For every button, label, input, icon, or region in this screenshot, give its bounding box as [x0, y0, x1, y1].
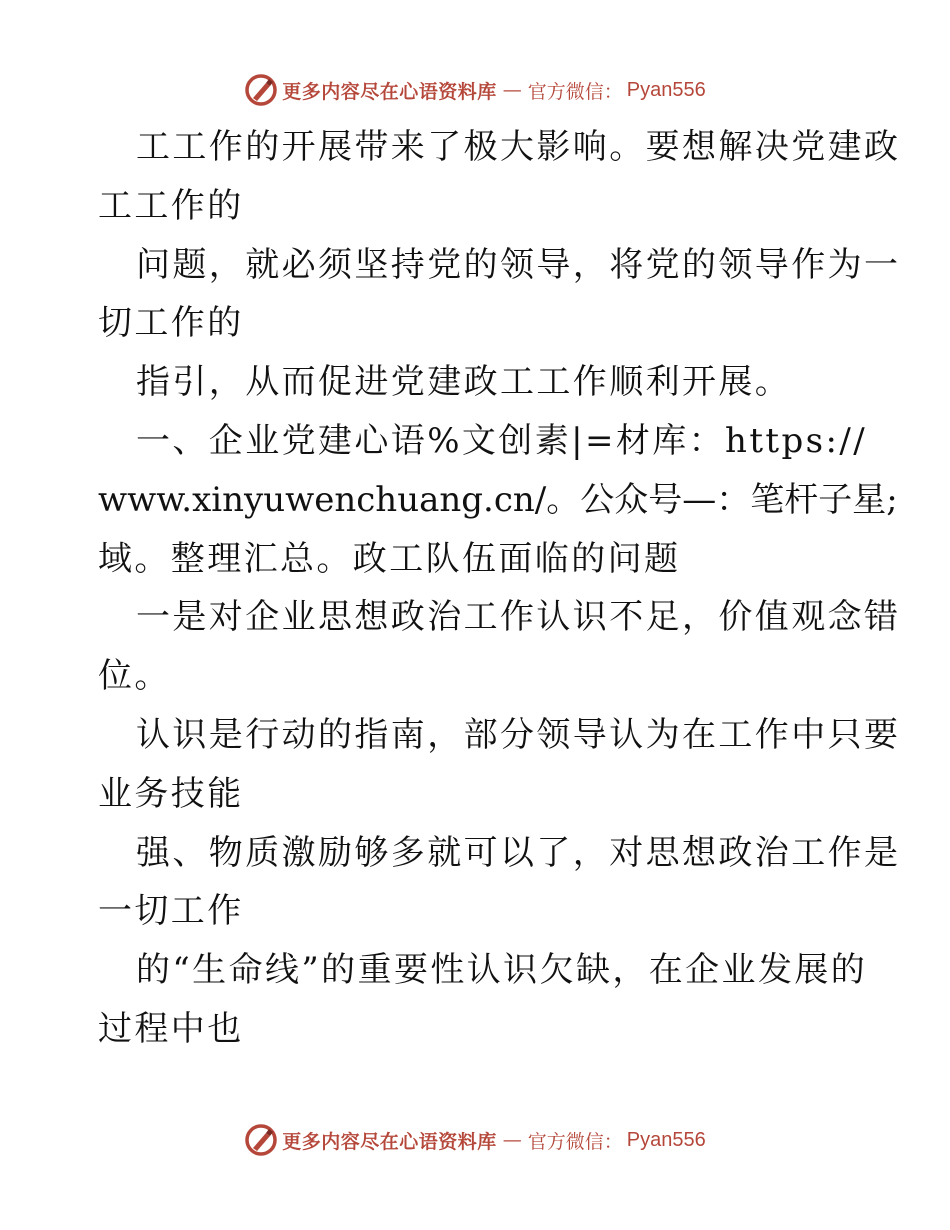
banner-wechat-label: 官方微信： — [527, 80, 623, 103]
text-line: 一切工作 — [98, 891, 244, 932]
text-line: 工工作的 — [98, 185, 244, 226]
text-line: www.xinyuwenchuang.cn/。公众号—：笔杆子星; — [98, 479, 898, 520]
text-line: 问题，就必须坚持党的领导，将党的领导作为一 — [136, 244, 901, 285]
text-line: 强、物质激励够多就可以了，对思想政治工作是 — [136, 832, 901, 873]
banner-title: 更多内容尽在心语资料库 — [282, 1130, 497, 1153]
text-line: 切工作的 — [98, 303, 244, 344]
text-line: 域。整理汇总。政工队伍面临的问题 — [98, 538, 681, 579]
text-line: 过程中也 — [98, 1008, 244, 1049]
text-line: 一、企业党建心语%文创素|=材库：https:// — [136, 420, 868, 461]
pen-circle-logo-icon — [244, 73, 278, 107]
document-body — [98, 118, 901, 1059]
text-line: 一是对企业思想政治工作认识不足，价值观念错 — [136, 597, 901, 638]
text-line: 指引，从而促进党建政工工作顺利开展。 — [136, 362, 792, 403]
text-line: 认识是行动的指南，部分领导认为在工作中只要 — [136, 714, 901, 755]
banner-wechat-id: Pyan556 — [626, 78, 706, 101]
banner-dash: — — [502, 1129, 522, 1151]
banner-wechat-id: Pyan556 — [626, 1128, 706, 1151]
text-line: 位。 — [98, 656, 171, 697]
pen-circle-logo-icon — [244, 1123, 278, 1157]
banner-title: 更多内容尽在心语资料库 — [282, 80, 497, 103]
text-line: 的“生命线”的重要性认识欠缺，在企业发展的 — [136, 950, 868, 991]
banner-dash: — — [502, 79, 522, 101]
footer-banner — [0, 1120, 950, 1160]
banner-wechat-label: 官方微信： — [527, 1130, 623, 1153]
header-banner — [0, 70, 950, 110]
text-line: 工工作的开展带来了极大影响。要想解决党建政 — [136, 127, 901, 167]
text-line: 业务技能 — [98, 773, 244, 814]
